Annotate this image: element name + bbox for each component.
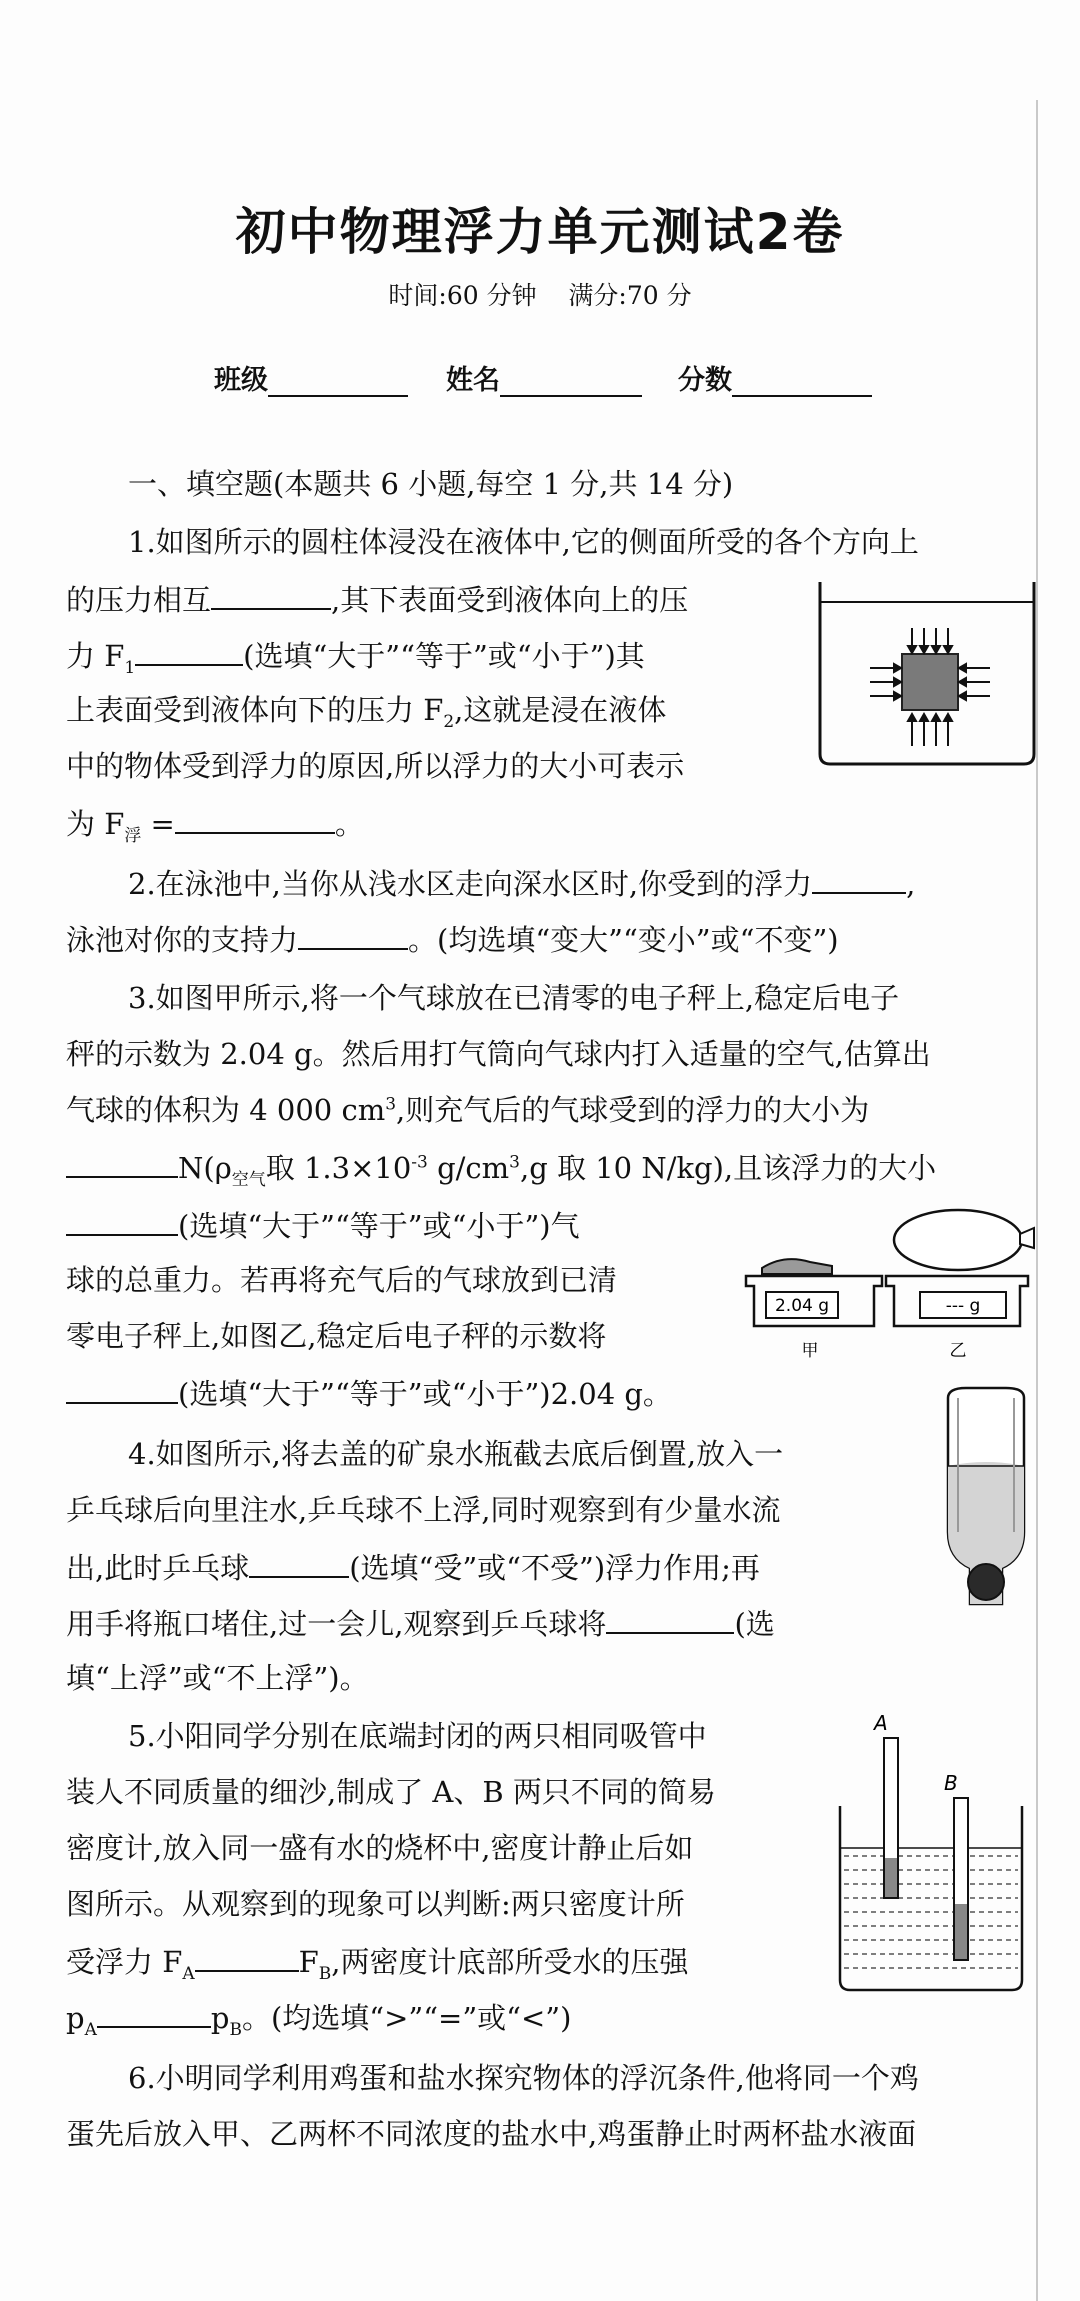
q5-line3: 密度计,放入同一盛有水的烧杯中,密度计静止后如 xyxy=(66,1831,694,1865)
q5-line5 xyxy=(66,1946,688,1983)
q4-text: (选 xyxy=(734,1607,775,1641)
q4-text: (选填“受”或“不受”)浮力作用;再 xyxy=(349,1551,760,1585)
q3-line8 xyxy=(66,1378,672,1409)
water-lines xyxy=(844,1856,1018,1968)
q5-blank-2[interactable] xyxy=(97,2002,211,2028)
q6-line1: 6.小明同学利用鸡蛋和盐水探究物体的浮沉条件,他将同一个鸡 xyxy=(128,2061,919,2095)
q1-blank-2[interactable] xyxy=(135,640,243,666)
q1-line1: 1.如图所示的圆柱体浸没在液体中,它的侧面所受的各个方向上 xyxy=(128,525,919,559)
q2-blank-2[interactable] xyxy=(298,924,408,950)
q5-text: p xyxy=(66,2001,85,2035)
q4-blank-2[interactable] xyxy=(606,1608,734,1634)
name-field xyxy=(446,358,642,397)
beaker xyxy=(840,1806,1022,1990)
q3-text: (选填“大于”“等于”或“小于”)气 xyxy=(178,1209,580,1243)
cylinder-block xyxy=(902,654,958,710)
class-label: 班级 xyxy=(214,365,268,396)
q1-sub: 2 xyxy=(443,711,455,732)
q1-line2 xyxy=(66,584,688,615)
q5-figure xyxy=(826,1708,1038,1998)
ping-pong-ball xyxy=(968,1564,1004,1600)
q2-line2 xyxy=(66,924,839,955)
q3-line5 xyxy=(66,1210,580,1241)
q5-text: F xyxy=(298,1945,319,1979)
class-blank[interactable] xyxy=(268,369,408,397)
q3-text: 取 1.3×10 xyxy=(265,1151,412,1185)
score-field xyxy=(678,358,872,397)
exam-score: 满分:70 分 xyxy=(568,281,692,310)
scale-yi-reading: --- g xyxy=(945,1296,981,1316)
q1-text: 。 xyxy=(334,807,364,841)
q1-text: = xyxy=(141,807,175,841)
q1-text: ,其下表面受到液体向上的压 xyxy=(331,583,689,617)
q1-text: (选填“大于”“等于”或“小于”)其 xyxy=(243,639,645,673)
q3-line4 xyxy=(66,1152,936,1189)
q1-text: 的压力相互 xyxy=(66,583,212,617)
q1-text: 为 F xyxy=(66,807,125,841)
score-label: 分数 xyxy=(678,365,732,396)
q1-figure xyxy=(812,574,1042,774)
q1-line6 xyxy=(66,808,364,845)
q5-blank-1[interactable] xyxy=(195,1946,299,1972)
q6-line2: 蛋先后放入甲、乙两杯不同浓度的盐水中,鸡蛋静止时两杯盐水液面 xyxy=(66,2117,917,2151)
q5-sub: A xyxy=(182,1963,195,1984)
q5-line2: 装人不同质量的细沙,制成了 A、B 两只不同的简易 xyxy=(66,1775,716,1809)
name-blank[interactable] xyxy=(500,369,642,397)
q3-sub: 空气 xyxy=(231,1169,266,1190)
q4-line4 xyxy=(66,1608,775,1639)
figure-yi-label: 乙 xyxy=(949,1341,967,1361)
q2-line1 xyxy=(128,868,915,899)
q3-sup: 3 xyxy=(509,1152,520,1173)
q3-text: (选填“大于”“等于”或“小于”)2.04 g。 xyxy=(178,1377,672,1411)
densimeter-a-sand xyxy=(885,1858,897,1897)
q3-blank-1[interactable] xyxy=(66,1152,178,1178)
q1-text: 上表面受到液体向下的压力 F xyxy=(66,693,444,727)
q5-line6 xyxy=(66,2002,571,2039)
q4-line3 xyxy=(66,1552,760,1583)
q4-figure xyxy=(936,1382,1036,1646)
q1-blank-3[interactable] xyxy=(175,808,335,834)
q5-text: ,两密度计底部所受水的压强 xyxy=(331,1945,689,1979)
name-label: 姓名 xyxy=(446,365,500,396)
inflated-balloon xyxy=(894,1210,1022,1270)
q3-line2: 秤的示数为 2.04 g。然后用打气筒向气球内打入适量的空气,估算出 xyxy=(66,1037,931,1071)
q1-line4 xyxy=(66,693,667,732)
q3-text: ,则充气后的气球受到的浮力的大小为 xyxy=(396,1093,870,1127)
q4-line5: 填“上浮”或“不上浮”)。 xyxy=(66,1661,369,1695)
q2-text: 。(均选填“变大”“变小”或“不变”) xyxy=(408,923,839,957)
q3-blank-2[interactable] xyxy=(66,1210,178,1236)
class-field xyxy=(214,358,408,397)
q3-text: ,g 取 10 N/kg),且该浮力的大小 xyxy=(519,1151,937,1185)
q2-blank-1[interactable] xyxy=(812,868,906,894)
figure-jia-label: 甲 xyxy=(801,1341,819,1361)
q1-text: 力 F xyxy=(66,639,125,673)
q5-sub: A xyxy=(84,2019,97,2040)
q3-figure xyxy=(736,1204,1040,1368)
scale-jia-reading: 2.04 g xyxy=(774,1296,830,1316)
deflated-balloon xyxy=(762,1259,832,1274)
q4-blank-1[interactable] xyxy=(249,1552,349,1578)
q3-sup: -3 xyxy=(411,1152,428,1173)
q2-text: 泳池对你的支持力 xyxy=(66,923,299,957)
q4-text: 出,此时乒乓球 xyxy=(66,1551,250,1585)
q5-line1: 5.小阳同学分别在底端封闭的两只相同吸管中 xyxy=(128,1719,707,1753)
q4-text: 用手将瓶口堵住,过一会儿,观察到乒乓球将 xyxy=(66,1607,607,1641)
q1-sub: 浮 xyxy=(124,825,142,846)
q3-line1: 3.如图甲所示,将一个气球放在已清零的电子秤上,稳定后电子 xyxy=(128,981,900,1015)
section-heading: 一、填空题(本题共 6 小题,每空 1 分,共 14 分) xyxy=(128,467,734,501)
q5-text: p xyxy=(210,2001,230,2035)
q3-line3 xyxy=(66,1093,870,1127)
q3-sup: 3 xyxy=(385,1094,397,1115)
q1-sub: 1 xyxy=(124,657,136,678)
exam-meta xyxy=(0,276,1080,312)
exam-time: 时间:60 分钟 xyxy=(388,281,537,310)
q5-sub: B xyxy=(229,2019,242,2040)
q2-text: 2.在泳池中,当你从浅水区走向深水区时,你受到的浮力 xyxy=(128,867,813,901)
q4-line2: 乒乓球后向里注水,乒乓球不上浮,同时观察到有少量水流 xyxy=(66,1493,781,1527)
q3-line6: 球的总重力。若再将充气后的气球放到已清 xyxy=(66,1263,618,1297)
densimeter-b-sand xyxy=(955,1904,967,1959)
q5-text: 受浮力 F xyxy=(66,1945,183,1979)
densimeter-a-label: A xyxy=(874,1711,888,1735)
q5-line4: 图所示。从观察到的现象可以判断:两只密度计所 xyxy=(66,1887,685,1921)
q3-blank-3[interactable] xyxy=(66,1378,178,1404)
q1-line5: 中的物体受到浮力的原因,所以浮力的大小可表示 xyxy=(66,749,685,783)
q5-text: 。(均选填“>”“=”或“<”) xyxy=(241,2001,572,2035)
q3-line7: 零电子秤上,如图乙,稳定后电子秤的示数将 xyxy=(66,1319,607,1353)
q4-line1: 4.如图所示,将去盖的矿泉水瓶截去底后倒置,放入一 xyxy=(128,1437,784,1471)
q1-line3 xyxy=(66,640,645,677)
q1-text: ,这就是浸在液体 xyxy=(454,693,667,727)
q2-text: , xyxy=(906,867,916,901)
q3-text: 气球的体积为 4 000 cm xyxy=(66,1093,386,1127)
q3-text: N(ρ xyxy=(178,1151,232,1185)
q3-text: g/cm xyxy=(427,1151,510,1185)
q1-blank-1[interactable] xyxy=(211,584,331,610)
q5-sub: B xyxy=(318,1963,332,1984)
densimeter-b-label: B xyxy=(944,1771,958,1795)
score-blank[interactable] xyxy=(732,369,872,397)
page-title: 初中物理浮力单元测试2卷 xyxy=(235,203,845,261)
